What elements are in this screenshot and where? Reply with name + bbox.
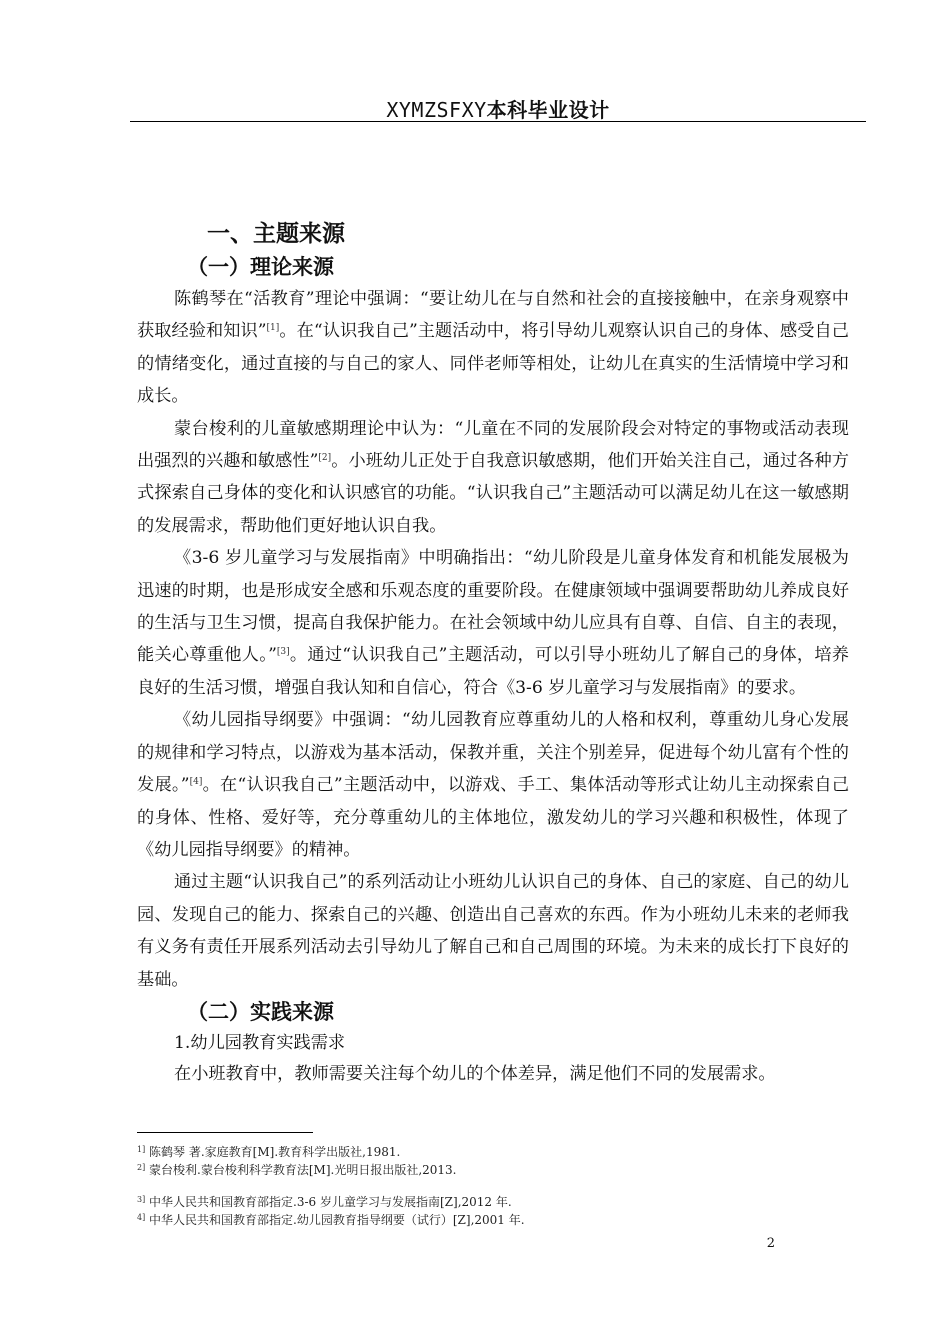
footnote-text: 蒙台梭利.蒙台梭利科学教育法[M].光明日报出版社,2013. [149,1163,457,1177]
paragraph-text: 《3-6 岁儿童学习与发展指南》中明确指出：“幼儿阶段是儿童身体发育和机能发展极为迅速的时期，也是形成安全感和乐观态度的重要阶段。在健康领域中强调要帮助幼儿养成良好的生活与卫生习惯，提高自我保护能力。在社会领域中幼儿应具有自尊、自信、自主的表现，能关心尊重他人。” [137,548,849,666]
footnote-2 [137,1161,849,1179]
footnote-text: 中华人民共和国教育部指定.3-6 岁儿童学习与发展指南[Z],2012 年. [149,1195,512,1209]
paragraph-summary: 通过主题“认识我自己”的系列活动让小班幼儿认识自己的身体、自己的家庭、自己的幼儿园、发现自己的能力、探索自己的兴趣、创造出自己喜欢的东西。作为小班幼儿未来的老师我有义务有责任开展系列活动去引导幼儿了解自己和自己周围的环境。为未来的成长打下良好的基础。 [137,872,849,990]
citation-3: [3] [276,647,290,658]
footnote-mark: 3] [137,1195,146,1204]
footnote-rule [137,1132,313,1133]
paragraph-text: 《幼儿园指导纲要》中强调：“幼儿园教育应尊重幼儿的人格和权利，尊重幼儿身心发展的规律和学习特点，以游戏为基本活动，保教并重，关注个别差异，促进每个幼儿富有个性的发展。” [137,710,849,796]
footnote-text: 中华人民共和国教育部指定.幼儿园教育指导纲要（试行）[Z],2001 年. [149,1213,525,1227]
paragraph-text: 。小班幼儿正处于自我意识敏感期，他们开始关注自己，通过各种方式探索自己身体的变化和认识感官的功能。“认识我自己”主题活动可以满足幼儿在这一敏感期的发展需求，帮助他们更好地认识自我。 [137,451,849,536]
citation-2: [2] [318,453,332,464]
footnote-text: 陈鹤琴 著.家庭教育[M].教育科学出版社,1981. [149,1145,401,1159]
citation-4: [4] [189,777,203,788]
paragraph-montessori [137,413,849,543]
document-body [137,214,849,1090]
subsection-heading-theory: （一）理论来源 [187,255,334,279]
paragraph-text: 蒙台梭利的儿童敏感期理论中认为：“儿童在不同的发展阶段会对特定的事物或活动表现出强烈的兴趣和敏感性” [137,418,849,472]
paragraph-text: 陈鹤琴在“活教育”理论中强调：“要让幼儿在与自然和社会的直接接触中，在亲身观察中获取经验和知识” [137,289,849,342]
paragraph-text: 。在“认识我自己”主题活动中，将引导幼儿观察认识自己的身体、感受自己的情绪变化，通过直接的与自己的家人、同伴老师等相处，让幼儿在真实的生活情境中学习和成长。 [137,321,849,407]
paragraph-chen-heqin [137,283,849,413]
footnote-mark: 2] [137,1163,146,1172]
footnotes [137,1143,849,1229]
footnote-1 [137,1143,849,1161]
footnote-3 [137,1193,849,1211]
paragraph-text: 。通过“认识我自己”主题活动，可以引导小班幼儿了解自己的身体，培养良好的生活习惯，增强自我认知和自信心，符合《3-6 岁儿童学习与发展指南》的要求。 [137,645,849,698]
footnote-mark: 4] [137,1213,146,1222]
subsection-heading-practice: （二）实践来源 [187,999,334,1024]
citation-1: [1] [266,323,280,334]
paragraph-practice: 在小班教育中，教师需要关注每个幼儿的个体差异，满足他们不同的发展需求。 [174,1063,776,1084]
sub-heading-practice-need: 1.幼儿园教育实践需求 [174,1032,346,1053]
header-title-cn: 本科毕业设计 [486,98,610,122]
paragraph-text: 。在“认识我自己”主题活动中，以游戏、手工、集体活动等形式让幼儿主动探索自己的身体、性格、爱好等，充分尊重幼儿的主体地位，激发幼儿的学习兴趣和积极性，体现了《幼儿园指导纲要》的精神。 [137,775,850,860]
paragraph-guideline [137,542,849,704]
footnote-mark: 1] [137,1145,146,1154]
running-header [130,94,866,123]
section-heading-1: 一、主题来源 [207,221,345,247]
header-rule [130,121,866,122]
page-number: 2 [766,1236,775,1251]
footnote-4 [137,1211,849,1229]
paragraph-outline [137,704,849,866]
header-title-latin: XYMZSFXY [386,98,487,122]
